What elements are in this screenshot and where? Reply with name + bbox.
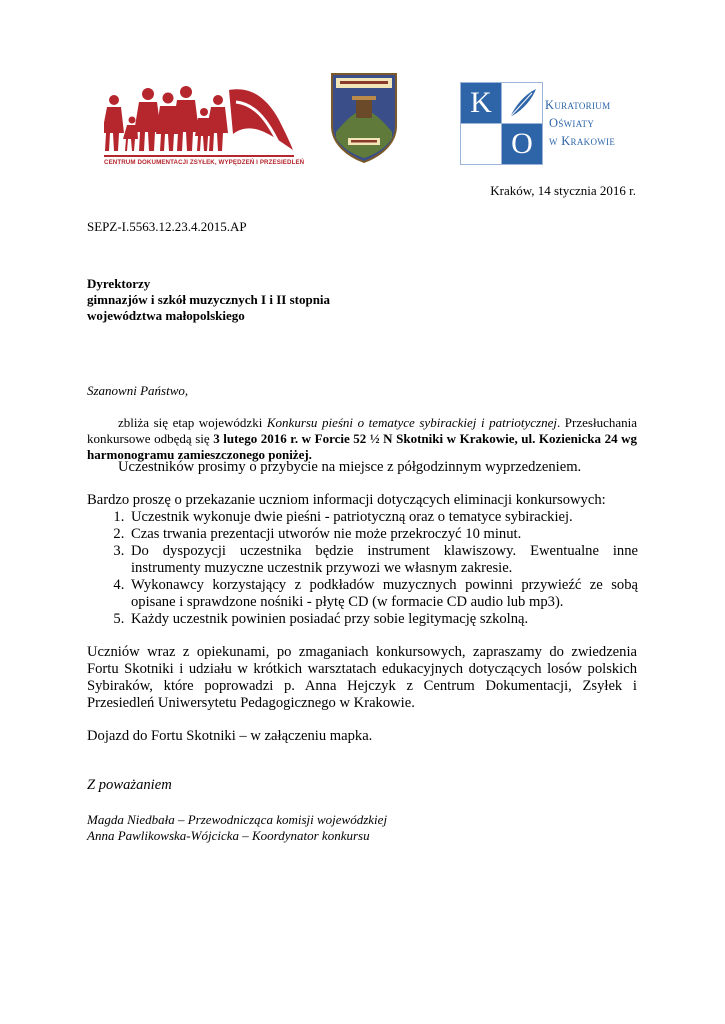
recipient-line: Dyrektorzy — [87, 276, 151, 291]
kuratorium-o-tile — [501, 123, 543, 165]
closing: Z poważaniem — [87, 777, 172, 793]
signature-line: Anna Pawlikowska-Wójcicka – Koordynator konkursu — [87, 828, 370, 843]
reference-number: SEPZ-I.5563.12.23.4.2015.AP — [87, 219, 247, 234]
announcement-text: zbliża się etap wojewódzki — [118, 415, 267, 430]
quill-icon — [502, 83, 542, 123]
rule-item: 1. Uczestnik wykonuje dwie pieśni - patriotyczną oraz o tematyce sybirackiej. — [128, 509, 638, 526]
kuratorium-empty-tile — [460, 123, 502, 165]
place-date: Kraków, 14 stycznia 2016 r. — [490, 183, 636, 198]
kuratorium-logo — [460, 82, 630, 164]
kuratorium-name-line1: Kuratorium — [545, 98, 611, 112]
kuratorium-letter-o: O — [511, 127, 533, 160]
paragraph-workshop: Uczniów wraz z opiekunami, po zmaganiach konkursowych, zapraszamy do zwiedzenia Fortu Skotniki i udziału w krótkich warsztatach edukacyjnych dotyczących losów polskich Sybiraków, które poprowadzi p. Anna Hejczyk z Centrum Dokumentacji, Zsyłek i Przesiedleń Uniwersytetu Pedagogicznego w Krakowie. — [87, 644, 637, 711]
signature-line: Magda Niedbała – Przewodnicząca komisji wojewódzkiej — [87, 812, 388, 827]
rule-item: 2. Czas trwania prezentacji utworów nie może przekroczyć 10 minut. — [128, 526, 638, 543]
announcement-text-2: . Przesłuchania konkursowe odbędą się — [87, 415, 637, 446]
kuratorium-letter-k: K — [470, 86, 492, 119]
kuratorium-name-line3: w Krakowie — [549, 134, 616, 148]
quill-tile — [501, 82, 543, 124]
rule-item: 5. Każdy uczestnik powinien posiadać przy sobie legitymację szkolną. — [128, 611, 638, 628]
crest-image — [330, 72, 398, 164]
paragraph-directions: Dojazd do Fortu Skotniki – w załączeniu mapka. — [87, 728, 373, 744]
salutation: Szanowni Państwo, — [87, 383, 189, 398]
event-date-location: 3 lutego 2016 r. w Forcie 52 ½ N Skotniki w Krakowie, ul. Kozienicka 24 wg harmonogramu zamieszczonego poniżej. — [87, 431, 638, 462]
signatures — [87, 812, 587, 844]
rules-list — [100, 509, 638, 628]
kuratorium-name-line2: Oświaty — [549, 116, 595, 130]
crest-emblem — [330, 72, 398, 164]
rule-item: 3. Do dyspozycji uczestnika będzie instrument klawiszowy. Ewentualne inne instrumenty muzyczne uczestnik przywozi we własnym zakresie. — [128, 543, 638, 577]
recipient-line: województwa małopolskiego — [87, 308, 245, 323]
recipient-line: gimnazjów i szkół muzycznych I i II stopnia — [87, 292, 331, 307]
cdzwp-logo — [104, 82, 305, 174]
list-intro: Bardzo proszę o przekazanie uczniom informacji dotyczących eliminacji konkursowych: — [87, 492, 606, 508]
recipient-block — [87, 276, 487, 324]
cdzwp-figures-image — [104, 82, 294, 154]
contest-name: Konkursu pieśni o tematyce sybirackiej i patriotycznej — [266, 415, 557, 430]
paragraph-arrival: Uczestników prosimy o przybycie na miejsce z półgodzinnym wyprzedzeniem. — [118, 459, 582, 475]
rule-item: 4. Wykonawcy korzystający z podkładów muzycznych powinni przywieźć ze sobą opisane i sprawdzone nośniki - płytę CD (w formacie CD audio lub mp3). — [128, 577, 638, 611]
cdzwp-logo-text: CENTRUM DOKUMENTACJI ZSYŁEK, WYPĘDZEŃ I PRZESIEDLEŃ — [104, 155, 294, 166]
kuratorium-k-tile — [460, 82, 502, 124]
paragraph-announcement — [87, 415, 637, 463]
